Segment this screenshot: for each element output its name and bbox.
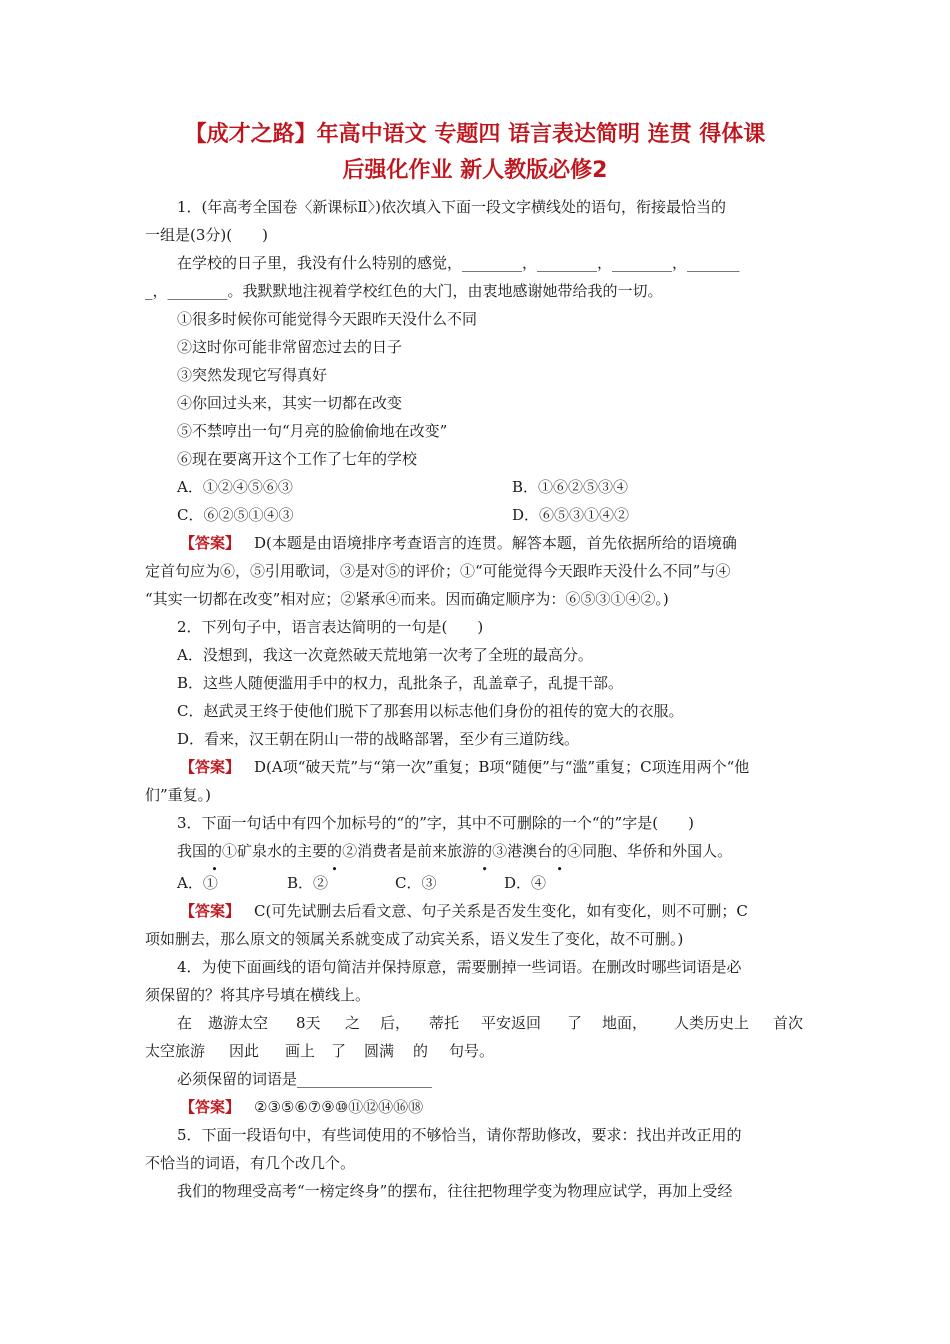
q2-answer-line-2: 们”重复。) [145,786,212,804]
q3-option-c: C．③ [395,874,437,892]
q5-stem-line-1: 5．下面一段语句中，有些词使用的不够恰当，请你帮助修改，要求：找出并改正用的 [177,1126,742,1144]
q4-word: 后， [380,1014,411,1032]
q1-passage-line-1: 在学校的日子里，我没有什么特别的感觉，________，________，________，_______ [177,254,740,272]
q3-sentence-part: ②消费者是前来旅游 [342,842,478,860]
q4-answer-prompt: 必须保留的词语是__________________ [177,1070,433,1088]
q3-option-d: D．④ [504,874,547,892]
q4-word: 蒂托 [429,1014,460,1032]
q2-option-c: C．赵武灵王终于使他们脱下了那套用以标志他们身份的祖传的宽大的衣服。 [177,702,684,720]
answer-tag: 【答案】 [180,534,241,552]
q1-item-5: ⑤不禁哼出一句“月亮的脸偷偷地在改变” [177,422,448,440]
q3-answer-text-1: C(可先试删去后看文意、句子关系是否发生变化，如有变化，则不可删；C [254,902,748,920]
q3-marked-de-1: 的 [207,842,223,860]
q4-word: 了 [331,1042,347,1060]
q5-passage-line-1: 我们的物理受高考“一榜定终身”的摆布，往往把物理学变为物理应试学，再加上受经 [177,1182,733,1200]
q3-marked-de-3: 的 [477,842,493,860]
q2-answer-text-1: D(A项“破天荒”与“第一次”重复；B项“随便”与“滥”重复；C项连用两个“他 [254,758,750,776]
q4-word: 画上 [285,1042,316,1060]
q4-word: 平安返回 [481,1014,542,1032]
q4-word: 因此 [229,1042,260,1060]
q1-answer-line-2: 定首句应为⑥，⑤引用歌词，③是对⑤的评价；①“可能觉得今天跟昨天没什么不同”与④ [145,562,731,580]
q1-answer-line-3: “其实一切都在改变”相对应；②紧承④而来。因而确定顺序为：⑥⑤③①④②。) [145,590,669,608]
q5-stem-line-2: 不恰当的词语，有几个改几个。 [145,1154,356,1172]
q1-item-6: ⑥现在要离开这个工作了七年的学校 [177,450,418,468]
q4-word: 句号。 [449,1042,495,1060]
q4-stem-line-2: 须保留的？将其序号填在横线上。 [145,986,371,1004]
q1-stem-line-1: 1．(年高考全国卷〈新课标Ⅱ〉)依次填入下面一段文字横线处的语句，衔接最恰当的 [177,198,726,216]
q4-word: 太空旅游 [145,1042,206,1060]
q4-answer-text: ②③⑤⑥⑦⑨⑩⑪⑫⑭⑯⑱ [254,1098,424,1116]
q3-sentence-part: ①矿泉水的主要 [222,842,328,860]
q3-sentence [177,837,810,865]
page-title-line-1: 【成才之路】年高中语文 专题四 语言表达简明 连贯 得体课 [184,122,766,147]
q4-stem-line-1: 4．为使下面画线的语句简洁并保持原意，需要删掉一些词语。在删改时哪些词语是必 [177,958,742,976]
q1-item-2: ②这时你可能非常留恋过去的日子 [177,338,403,356]
q1-answer-text-1: D(本题是由语境排序考查语言的连贯。解答本题，首先依据所给的语境确 [254,534,737,552]
q2-stem: 2．下列句子中，语言表达简明的一句是( ) [177,618,484,636]
q3-answer-line-2: 项如删去，那么原文的领属关系就变成了动宾关系，语义发生了变化，故不可删。) [145,930,684,948]
page-title-line-2: 后强化作业 新人教版必修2 [342,158,608,183]
q4-word: 圆满 [364,1042,395,1060]
q3-sentence-part: 我国 [177,842,208,860]
q4-word: 了 [567,1014,583,1032]
q1-option-c: C．⑥②⑤①④③ [177,506,294,524]
answer-tag: 【答案】 [180,758,241,776]
q3-stem: 3．下面一句话中有四个加标号的“的”字，其中不可删除的一个“的”字是( ) [177,814,694,832]
q1-passage-line-2: _，________。我默默地注视着学校红色的大门，由衷地感谢她带给我的一切。 [145,282,663,300]
q3-marked-de-2: 的 [327,842,343,860]
q4-word: 之 [345,1014,361,1032]
q1-answer-line-1 [180,529,810,557]
q2-option-b: B．这些人随便滥用手中的权力，乱批条子，乱盖章子，乱提干部。 [177,674,624,692]
q4-word: 遨游太空 [208,1014,269,1032]
q4-word: 在 [177,1014,193,1032]
q1-item-4: ④你回过头来，其实一切都在改变 [177,394,403,412]
q2-option-a: A．没想到，我这一次竟然破天荒地第一次考了全班的最高分。 [177,646,593,664]
q4-word: 首次 [773,1014,804,1032]
q3-option-b: B．② [287,874,329,892]
q1-item-1: ①很多时候你可能觉得今天跟昨天没什么不同 [177,310,478,328]
answer-tag: 【答案】 [180,902,241,920]
q2-option-d: D．看来，汉王朝在阴山一带的战略部署，至少有三道防线。 [177,730,580,748]
q2-answer-line-1 [180,753,810,781]
q4-word: 的 [413,1042,429,1060]
q1-option-a: A．①②④⑤⑥③ [177,478,293,496]
answer-tag: 【答案】 [180,1098,241,1116]
q1-item-3: ③突然发现它写得真好 [177,366,328,384]
q3-marked-de-4: 的 [552,842,568,860]
q4-word: 人类历史上 [674,1014,750,1032]
q3-sentence-part: ③港澳台 [492,842,553,860]
q4-answer-line [180,1093,810,1121]
q1-options-row-2 [177,501,810,529]
q1-stem-line-2: 一组是(3分)( ) [145,226,268,244]
q3-sentence-part: ④同胞、华侨和外国人。 [567,842,733,860]
q3-option-a: A．① [177,874,218,892]
q1-options-row-1 [177,473,810,501]
q4-word: 地面， [602,1014,648,1032]
q1-option-d: D．⑥⑤③①④② [512,506,630,524]
q4-word: 8天 [296,1014,321,1032]
q1-option-b: B．①⑥②⑤③④ [512,478,629,496]
q3-answer-line-1 [180,897,810,925]
